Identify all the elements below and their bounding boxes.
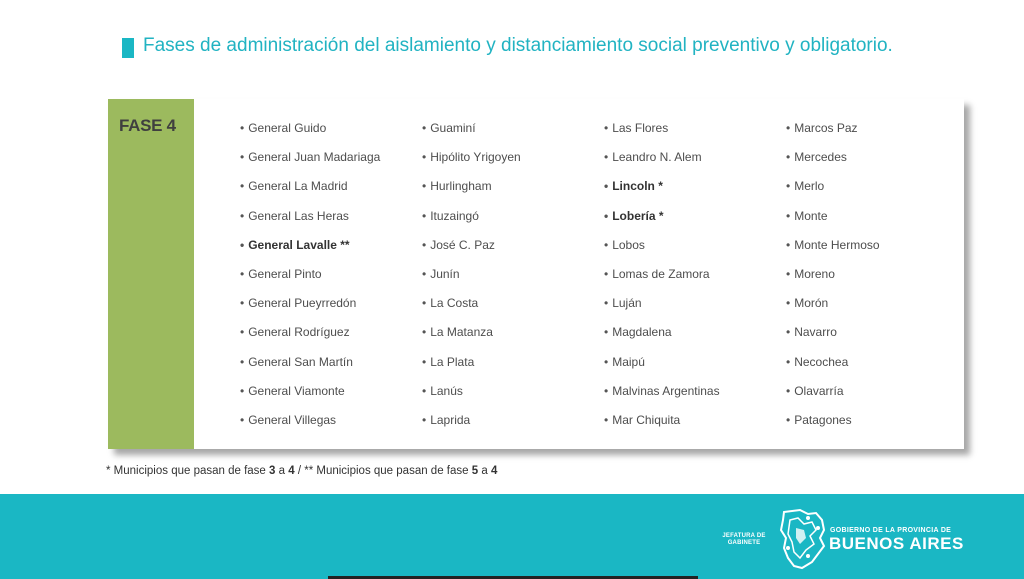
bullet-icon: • [604, 383, 609, 398]
bullet-icon: • [604, 179, 609, 194]
municipality-name: General Viamonte [248, 383, 345, 398]
municipality-name: Lobería * [612, 208, 664, 223]
footnote-phase-to-2: 4 [490, 465, 498, 477]
jefatura-logo-text [718, 533, 770, 547]
footnote [106, 465, 497, 477]
municipality-item [422, 354, 521, 383]
municipality-name: Malvinas Argentinas [612, 383, 720, 398]
bullet-icon: • [604, 237, 609, 252]
footnote-phase-from-1: 3 [269, 465, 276, 477]
municipality-name: Guaminí [430, 121, 476, 135]
municipality-item [422, 237, 521, 266]
municipality-name: Marcos Paz [794, 121, 858, 135]
bullet-icon: • [422, 296, 427, 311]
bullet-icon: • [786, 325, 791, 340]
municipality-name: La Costa [430, 296, 479, 311]
municipality-name: Ituzaingó [430, 208, 479, 223]
municipality-item [240, 383, 380, 412]
bullet-icon: • [604, 266, 609, 281]
municipality-item [786, 295, 880, 324]
municipality-item [604, 178, 720, 207]
municipality-name: Mar Chiquita [612, 412, 681, 427]
bullet-icon: • [240, 150, 245, 165]
bullet-icon: • [422, 383, 427, 398]
bullet-icon: • [240, 354, 245, 369]
bullet-icon: • [422, 354, 427, 369]
bullet-icon: • [422, 266, 427, 281]
footnote-text-1: * Municipios que pasan de fase [106, 465, 270, 477]
municipality-item [604, 237, 720, 266]
municipality-name: General Juan Madariaga [248, 150, 381, 165]
bullet-icon: • [604, 296, 609, 311]
bullet-icon: • [604, 150, 609, 165]
municipality-item [422, 178, 521, 207]
municipality-item [786, 149, 880, 178]
municipality-name: Las Flores [612, 121, 669, 135]
municipality-column-4 [786, 120, 880, 441]
municipality-item [240, 412, 380, 441]
bullet-icon: • [240, 266, 245, 281]
municipality-column-1 [240, 120, 380, 441]
footnote-phase-from-2: 5 [471, 465, 479, 477]
municipality-item [422, 120, 521, 149]
municipality-name: General Villegas [248, 412, 337, 427]
municipality-item [240, 237, 380, 266]
bullet-icon: • [786, 237, 791, 252]
bullet-icon: • [786, 296, 791, 311]
municipality-item [240, 295, 380, 324]
municipality-name: Olavarría [794, 383, 844, 398]
municipality-item [240, 149, 380, 178]
municipality-item [240, 266, 380, 295]
municipality-name: General Rodríguez [248, 325, 350, 340]
bullet-icon: • [422, 325, 427, 340]
municipality-name: La Matanza [430, 325, 493, 340]
bullet-icon: • [786, 150, 791, 165]
bullet-icon: • [240, 412, 245, 427]
jefatura-line-2: GABINETE [727, 540, 761, 546]
municipality-name: General Pinto [248, 266, 322, 281]
municipality-item [422, 208, 521, 237]
municipality-name: José C. Paz [430, 237, 495, 252]
municipality-name: Junín [430, 266, 460, 281]
municipality-item [604, 354, 720, 383]
municipality-item [604, 383, 720, 412]
municipality-name: Lomas de Zamora [612, 266, 710, 281]
bullet-icon: • [422, 412, 427, 427]
municipality-name: General Lavalle ** [248, 237, 350, 252]
municipality-item [786, 120, 880, 149]
footnote-phase-to-1: 4 [288, 465, 295, 477]
municipality-name: General Pueyrredón [248, 296, 357, 311]
municipality-item [422, 324, 521, 353]
municipality-item [786, 324, 880, 353]
bullet-icon: • [786, 121, 791, 135]
municipality-name: Lobos [612, 237, 645, 252]
province-name: BUENOS AIRES [829, 534, 964, 553]
bullet-icon: • [786, 412, 791, 427]
municipality-item [422, 295, 521, 324]
municipality-item [422, 412, 521, 441]
municipality-name: Patagones [794, 412, 852, 427]
municipality-item [422, 149, 521, 178]
municipality-item [240, 354, 380, 383]
bullet-icon: • [786, 354, 791, 369]
phase-tab [108, 99, 194, 449]
municipality-name: Lincoln * [612, 179, 663, 194]
municipality-name: General Guido [248, 121, 327, 135]
footnote-connector-1: a [275, 465, 289, 477]
municipality-item [422, 383, 521, 412]
title-accent-bar [122, 38, 134, 58]
municipality-item [240, 324, 380, 353]
bullet-icon: • [422, 208, 427, 223]
bullet-icon: • [786, 208, 791, 223]
municipality-name: Monte Hermoso [794, 237, 880, 252]
municipality-item [240, 120, 380, 149]
municipality-item [422, 266, 521, 295]
bullet-icon: • [240, 179, 245, 194]
bullet-icon: • [422, 179, 427, 194]
bullet-icon: • [604, 208, 609, 223]
bullet-icon: • [604, 121, 609, 135]
bullet-icon: • [786, 179, 791, 194]
bullet-icon: • [786, 266, 791, 281]
footnote-connector-2: a [478, 465, 491, 477]
municipality-item [604, 295, 720, 324]
municipality-name: La Plata [430, 354, 475, 369]
municipality-column-2 [422, 120, 521, 441]
municipality-name: Navarro [794, 325, 837, 340]
municipality-name: Necochea [794, 354, 849, 369]
municipality-name: Hurlingham [430, 179, 492, 194]
government-subtitle: GOBIERNO DE LA PROVINCIA DE [830, 527, 952, 534]
municipality-item [604, 324, 720, 353]
municipality-item [786, 383, 880, 412]
bullet-icon: • [240, 383, 245, 398]
municipality-name: General La Madrid [248, 179, 348, 194]
footnote-text-2: / ** Municipios que pasan de fase [294, 465, 472, 477]
municipality-name: Leandro N. Alem [612, 150, 702, 165]
municipality-item [786, 266, 880, 295]
phase-label: FASE 4 [119, 116, 176, 135]
municipality-item [240, 208, 380, 237]
jefatura-line-1: JEFATURA DE [722, 533, 766, 539]
municipality-name: Moreno [794, 266, 835, 281]
municipality-name: Laprida [430, 412, 471, 427]
bullet-icon: • [604, 412, 609, 427]
municipality-name: Maipú [612, 354, 645, 369]
municipality-name: Hipólito Yrigoyen [430, 150, 521, 165]
municipality-item [604, 149, 720, 178]
municipality-name: Lanús [430, 383, 463, 398]
footer-banner [0, 494, 1024, 579]
municipality-item [786, 237, 880, 266]
municipality-item [604, 266, 720, 295]
bullet-icon: • [240, 208, 245, 223]
page-title: Fases de administración del aislamiento y distanciamiento social preventivo y obligatorio. [143, 35, 893, 56]
bullet-icon: • [604, 354, 609, 369]
municipality-name: Mercedes [794, 150, 847, 165]
municipality-item [604, 120, 720, 149]
bullet-icon: • [240, 296, 245, 311]
province-map-icon [778, 508, 826, 570]
municipality-name: General San Martín [248, 354, 353, 369]
municipality-name: Monte [794, 208, 828, 223]
municipality-item [240, 178, 380, 207]
bullet-icon: • [422, 121, 427, 135]
bullet-icon: • [422, 150, 427, 165]
municipality-column-3 [604, 120, 720, 441]
municipality-name: General Las Heras [248, 208, 349, 223]
municipality-name: Luján [612, 296, 642, 311]
bullet-icon: • [240, 325, 245, 340]
municipality-card [108, 99, 964, 449]
municipality-item [786, 208, 880, 237]
bullet-icon: • [786, 383, 791, 398]
municipality-name: Merlo [794, 179, 825, 194]
bullet-icon: • [240, 237, 245, 252]
bullet-icon: • [604, 325, 609, 340]
municipality-item [604, 412, 720, 441]
municipality-name: Magdalena [612, 325, 672, 340]
bullet-icon: • [422, 237, 427, 252]
bullet-icon: • [240, 121, 245, 135]
municipality-item [786, 178, 880, 207]
municipality-item [786, 412, 880, 441]
municipality-item [604, 208, 720, 237]
municipality-item [786, 354, 880, 383]
municipality-name: Morón [794, 296, 829, 311]
